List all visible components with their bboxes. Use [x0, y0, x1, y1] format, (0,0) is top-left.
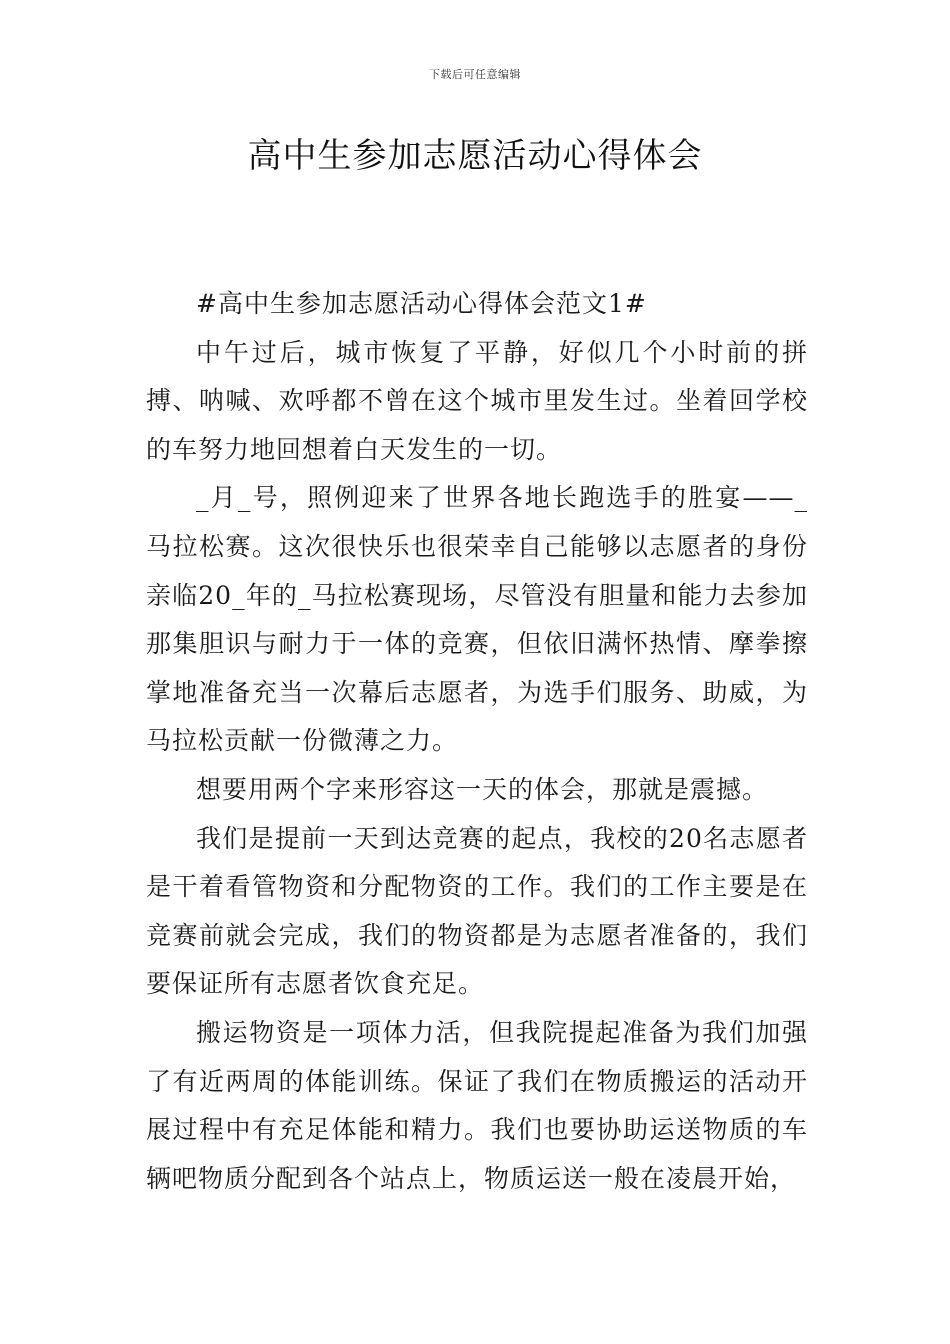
paragraph: _月_号，照例迎来了世界各地长跑选手的胜宴——_马拉松赛。这次很快乐也很荣幸自己能够以志愿者的身份亲临20_年的_马拉松赛现场，尽管没有胆量和能力去参加那集胆识与耐力于一体的竞赛，但依旧满怀热情、摩拳擦掌地准备充当一次幕后志愿者，为选手们服务、助威，为马拉松贡献一份微薄之力。: [146, 483, 808, 756]
paragraph: 中午过后，城市恢复了平静，好似几个小时前的拼搏、呐喊、欢呼都不曾在这个城市里发生过。坐着回学校的车努力地回想着白天发生的一切。: [146, 337, 808, 464]
paragraph: 我们是提前一天到达竞赛的起点，我校的20名志愿者是干着看管物资和分配物资的工作。我们的工作主要是在竞赛前就会完成，我们的物资都是为志愿者准备的，我们要保证所有志愿者饮食充足。: [146, 823, 808, 999]
document-body: [146, 280, 808, 1203]
paragraph: 搬运物资是一项体力活，但我院提起准备为我们加强了有近两周的体能训练。保证了我们在物质搬运的活动开展过程中有充足体能和精力。我们也要协助运送物质的车辆吧物质分配到各个站点上，物质运送一般在凌晨开始，: [146, 1017, 808, 1193]
section-heading: #高中生参加志愿活动心得体会范文1#: [196, 289, 647, 318]
document-title: 高中生参加志愿活动心得体会: [247, 136, 703, 176]
paragraph: 想要用两个字来形容这一天的体会，那就是震撼。: [196, 774, 769, 804]
header-note: 下载后可任意编辑: [429, 68, 521, 81]
